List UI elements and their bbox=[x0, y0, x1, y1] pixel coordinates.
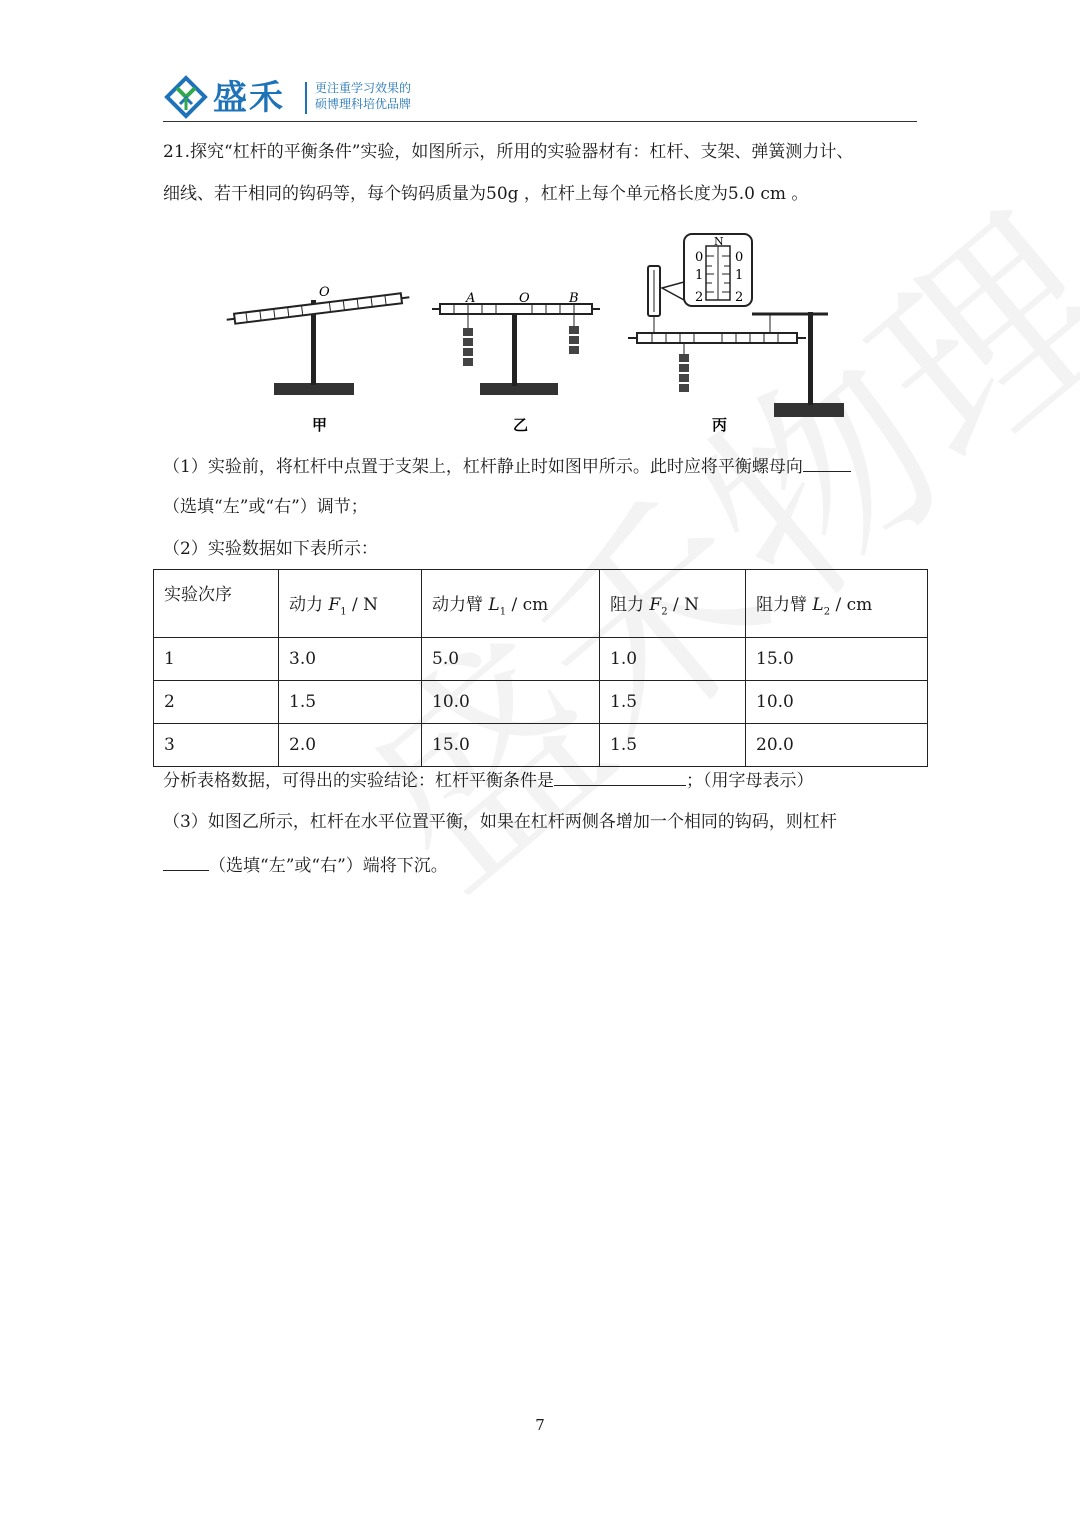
figure-bing bbox=[628, 234, 844, 434]
cell-l2: 15.0 bbox=[746, 638, 928, 681]
question-3-text: （选填“左”或“右”）端将下沉。 bbox=[209, 856, 448, 876]
page-header bbox=[163, 72, 917, 122]
brand-name: 盛禾 bbox=[213, 78, 285, 118]
cell-l1: 5.0 bbox=[422, 638, 600, 681]
figure-label-bing: 丙 bbox=[712, 416, 728, 434]
slogan-line-1: 更注重学习效果的 bbox=[315, 81, 412, 95]
cell-f1: 1.5 bbox=[279, 681, 422, 724]
gauge-right-2: 2 bbox=[735, 290, 744, 305]
figure-label-jia: 甲 bbox=[312, 416, 328, 434]
point-o-label-yi: O bbox=[519, 291, 530, 306]
figure-jia bbox=[226, 285, 410, 434]
gauge-right-0: 0 bbox=[735, 250, 744, 265]
point-o-label-jia: O bbox=[319, 285, 330, 300]
gauge-left-1: 1 bbox=[695, 268, 704, 283]
question-intro-line-1: 21.探究“杠杆的平衡条件”实验，如图所示，所用的实验器材有：杠杆、支架、弹簧测力计、 bbox=[163, 142, 854, 162]
answer-blank-2[interactable] bbox=[554, 767, 686, 786]
header-f1: 动力 $F_1$ / N bbox=[279, 570, 422, 638]
gauge-left-2: 2 bbox=[695, 290, 704, 305]
gauge-left-0: 0 bbox=[695, 250, 704, 265]
question-1-text: （1）实验前，将杠杆中点置于支架上，杠杆静止时如图甲所示。此时应将平衡螺母向 bbox=[163, 457, 803, 477]
brand-logo-icon bbox=[163, 74, 209, 120]
table-row bbox=[154, 681, 928, 724]
question-3-line-2 bbox=[163, 852, 448, 878]
table-row bbox=[154, 724, 928, 767]
point-b-label: B bbox=[569, 291, 579, 306]
cell-trial: 3 bbox=[154, 724, 279, 767]
brand-slogan bbox=[315, 80, 411, 112]
table-header-row bbox=[154, 570, 928, 638]
header-trial: 实验次序 bbox=[154, 570, 279, 638]
header-rule bbox=[163, 121, 917, 122]
cell-trial: 2 bbox=[154, 681, 279, 724]
header-l1: 动力臂 $L_1$ / cm bbox=[422, 570, 600, 638]
cell-f2: 1.5 bbox=[600, 681, 746, 724]
brand-divider bbox=[305, 82, 307, 114]
cell-f1: 2.0 bbox=[279, 724, 422, 767]
figure-label-yi: 乙 bbox=[513, 416, 529, 434]
cell-f2: 1.5 bbox=[600, 724, 746, 767]
answer-blank-3[interactable] bbox=[163, 852, 209, 871]
cell-l2: 10.0 bbox=[746, 681, 928, 724]
question-3-line-1: （3）如图乙所示，杠杆在水平位置平衡，如果在杠杆两侧各增加一个相同的钩码，则杠杆 bbox=[163, 812, 837, 832]
cell-f1: 3.0 bbox=[279, 638, 422, 681]
analysis-suffix: ；（用字母表示） bbox=[686, 771, 814, 791]
answer-blank-1[interactable] bbox=[803, 453, 851, 472]
gauge-right-1: 1 bbox=[735, 268, 744, 283]
lever-experiment-figure bbox=[222, 228, 847, 438]
experiment-data-table bbox=[153, 569, 928, 767]
header-l2: 阻力臂 $L_2$ / cm bbox=[746, 570, 928, 638]
cell-trial: 1 bbox=[154, 638, 279, 681]
cell-f2: 1.0 bbox=[600, 638, 746, 681]
figure-yi bbox=[432, 291, 600, 434]
question-1-line-2: （选填“左”或“右”）调节； bbox=[163, 497, 368, 517]
slogan-line-2: 硕博理科培优品牌 bbox=[315, 97, 412, 111]
cell-l1: 15.0 bbox=[422, 724, 600, 767]
question-intro-line-2: 细线、若干相同的钩码等，每个钩码质量为50g ，杠杆上每个单元格长度为5.0 cm 。 bbox=[163, 184, 809, 204]
question-1-line-1 bbox=[163, 453, 851, 479]
table-row bbox=[154, 638, 928, 681]
header-f2: 阻力 $F_2$ / N bbox=[600, 570, 746, 638]
gauge-unit-label: N bbox=[714, 235, 724, 248]
cell-l2: 20.0 bbox=[746, 724, 928, 767]
cell-l1: 10.0 bbox=[422, 681, 600, 724]
analysis-line bbox=[163, 767, 814, 793]
question-2-line-1: （2）实验数据如下表所示： bbox=[163, 539, 378, 559]
page-number: 7 bbox=[535, 1416, 545, 1434]
analysis-text: 分析表格数据，可得出的实验结论：杠杆平衡条件是 bbox=[163, 771, 554, 791]
point-a-label: A bbox=[466, 291, 476, 306]
